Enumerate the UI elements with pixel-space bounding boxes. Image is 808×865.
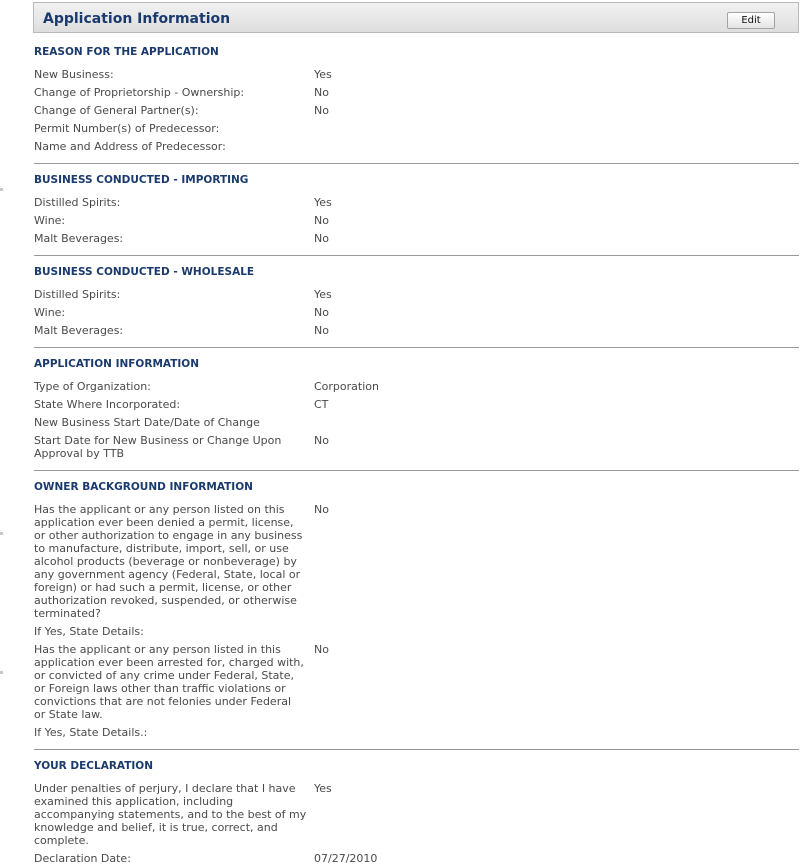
field-label: New Business Start Date/Date of Change xyxy=(34,416,260,429)
section-divider xyxy=(34,163,799,164)
field-value: Yes xyxy=(314,68,332,81)
section-divider xyxy=(34,255,799,256)
field-label: If Yes, State Details.: xyxy=(34,726,148,739)
field-value: Yes xyxy=(314,196,332,209)
section-title-importing: BUSINESS CONDUCTED - IMPORTING xyxy=(34,174,249,186)
left-edge-mark xyxy=(0,671,3,674)
field-label: Start Date for New Business or Change Upon Approval by TTB xyxy=(34,434,282,460)
field-value: No xyxy=(314,232,329,245)
field-label: If Yes, State Details: xyxy=(34,625,144,638)
section-divider xyxy=(34,347,799,348)
edit-button[interactable]: Edit xyxy=(727,12,775,29)
field-label: Type of Organization: xyxy=(34,380,151,393)
field-label: Wine: xyxy=(34,214,66,227)
field-value: No xyxy=(314,503,329,516)
field-value: No xyxy=(314,324,329,337)
section-title-wholesale: BUSINESS CONDUCTED - WHOLESALE xyxy=(34,266,255,278)
field-value: 07/27/2010 xyxy=(314,852,378,865)
field-label: Has the applicant or any person listed on this application ever been denied a permit, license, or other authorization to engage in any business to manufacture, distribute, import, sell, or use alcohol products (beverage or nonbeverage) by any government agency (Federal, State, local or foreign) or had such a permit, license, or other authorization revoked, suspended, or otherwise terminated? xyxy=(34,503,303,620)
left-edge-mark xyxy=(0,532,3,535)
field-label: Has the applicant or any person listed in this application ever been arrested for, charged with, or convicted of any crime under Federal, State, or Foreign laws other than traffic violations or convictions that are not felonies under Federal or State law. xyxy=(34,643,304,721)
field-label: Distilled Spirits: xyxy=(34,288,121,301)
section-divider xyxy=(34,470,799,471)
application-information-header xyxy=(33,2,799,33)
field-value: CT xyxy=(314,398,329,411)
field-value: No xyxy=(314,306,329,319)
section-divider xyxy=(34,749,799,750)
field-label: Name and Address of Predecessor: xyxy=(34,140,226,153)
field-label: Malt Beverages: xyxy=(34,232,124,245)
field-value: No xyxy=(314,86,329,99)
left-edge-mark xyxy=(0,188,3,191)
field-label: Under penalties of perjury, I declare that I have examined this application, including accompanying statements, and to the best of my knowledge and belief, it is true, correct, and complete. xyxy=(34,782,307,847)
field-label: Wine: xyxy=(34,306,66,319)
field-label: Change of General Partner(s): xyxy=(34,104,199,117)
section-title-application-information: APPLICATION INFORMATION xyxy=(34,358,199,370)
section-title-declaration: YOUR DECLARATION xyxy=(34,760,154,772)
field-value: No xyxy=(314,214,329,227)
page-title: Application Information xyxy=(43,11,231,27)
field-label: Declaration Date: xyxy=(34,852,131,865)
field-label: Change of Proprietorship - Ownership: xyxy=(34,86,245,99)
section-title-reason: REASON FOR THE APPLICATION xyxy=(34,46,219,58)
field-value: No xyxy=(314,434,329,447)
field-value: Yes xyxy=(314,782,332,795)
field-label: Permit Number(s) of Predecessor: xyxy=(34,122,220,135)
field-value: Corporation xyxy=(314,380,379,393)
field-label: Malt Beverages: xyxy=(34,324,124,337)
section-title-owner-background: OWNER BACKGROUND INFORMATION xyxy=(34,481,253,493)
field-value: No xyxy=(314,104,329,117)
field-label: New Business: xyxy=(34,68,114,81)
field-label: State Where Incorporated: xyxy=(34,398,181,411)
field-label: Distilled Spirits: xyxy=(34,196,121,209)
field-value: Yes xyxy=(314,288,332,301)
field-value: No xyxy=(314,643,329,656)
